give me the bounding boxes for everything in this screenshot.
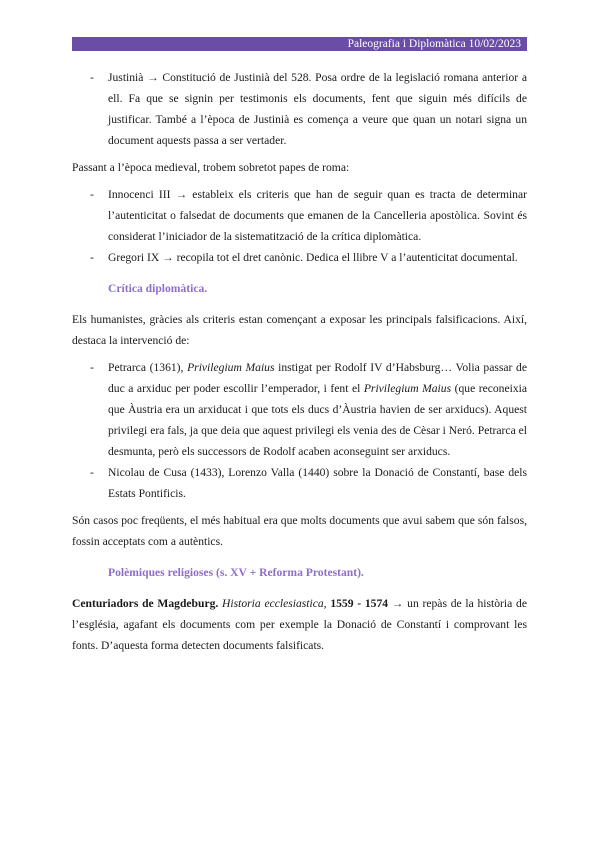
section-heading-critica: Crítica diplomàtica. xyxy=(108,282,208,295)
list-item: - Innocenci III → estableix els criteris que han de seguir quan es tracta de determinar l’autenticitat o falsedat de documents que emanen de la Cancelleria apostòlica. Sovint és considerat l’iniciador de la sistematització de la crítica diplomàtica. xyxy=(72,184,527,247)
paragraph-medieval: Passant a l’època medieval, trobem sobretot papes de roma: xyxy=(72,161,350,174)
bullet-dash: - xyxy=(90,188,94,201)
bullet-dash: - xyxy=(90,251,94,264)
paragraph-humanistes: Els humanistes, gràcies als criteris estan començant a exposar les principals falsificacions. Així, destaca la intervenció de: xyxy=(72,313,527,347)
work-title: Historia ecclesiastica, xyxy=(222,597,327,610)
work-title: Privilegium Maius xyxy=(363,382,452,395)
list-item: - Justinià → Constitució de Justinià del 528. Posa ordre de la legislació romana anterior a ell. Fa que se signin per testimonis els documents, fent que siguin més difícils de justificar. També a l’època de Justinià es comença a veure que quan un notari signa un document aquests passa a ser vertader. xyxy=(72,67,527,151)
date-range: 1559 - 1574 xyxy=(330,597,389,610)
document-body xyxy=(72,67,527,656)
section-heading-polemiques: Polèmiques religioses (s. XV + Reforma Protestant). xyxy=(108,566,364,579)
paragraph-centuriadors: Centuriadors de Magdeburg. Historia ecclesiastica, 1559 - 1574 → un repàs de la història de l’església, agafant els documents com per exemple la Donació de Constantí i comprovant les fonts. D’aquesta forma detecten documents falsificats. xyxy=(72,597,527,652)
page-header: Paleografia i Diplomàtica 10/02/2023 xyxy=(72,37,527,51)
work-title: Privilegium Maius xyxy=(187,361,275,374)
list-item: - Nicolau de Cusa (1433), Lorenzo Valla (1440) sobre la Donació de Constantí, base dels Estats Pontificis. xyxy=(72,462,527,504)
centuriadors-name: Centuriadors de Magdeburg. xyxy=(72,597,219,610)
bullet-dash: - xyxy=(90,361,94,374)
medieval-list xyxy=(72,184,527,268)
bullet-dash: - xyxy=(90,466,94,479)
list-item: - Gregori IX → recopila tot el dret canònic. Dedica el llibre V a l’autenticitat documental. xyxy=(72,247,527,268)
intro-list xyxy=(72,67,527,151)
paragraph-casos: Són casos poc freqüents, el més habitual era que molts documents que avui sabem que són falsos, fossin acceptats com a autèntics. xyxy=(72,514,527,548)
humanist-list xyxy=(72,357,527,504)
list-item: - Petrarca (1361), Privilegium Maius instigat per Rodolf IV d’Habsburg… Volia passar de duc a arxiduc per poder escollir l’emperador, i fent el Privilegium Maius (que reconeixia que Àustria era un arxiducat i que tots els ducs d’Àustria havien de ser arxiducs). Aquest privilegi era fals, ja que deia que aquest privilegi els venia des de Cèsar i Neró. Petrarca el desmunta, però els successors de Rodolf acaben aconseguint ser arxiducs. xyxy=(72,357,527,462)
bullet-dash: - xyxy=(90,71,94,84)
